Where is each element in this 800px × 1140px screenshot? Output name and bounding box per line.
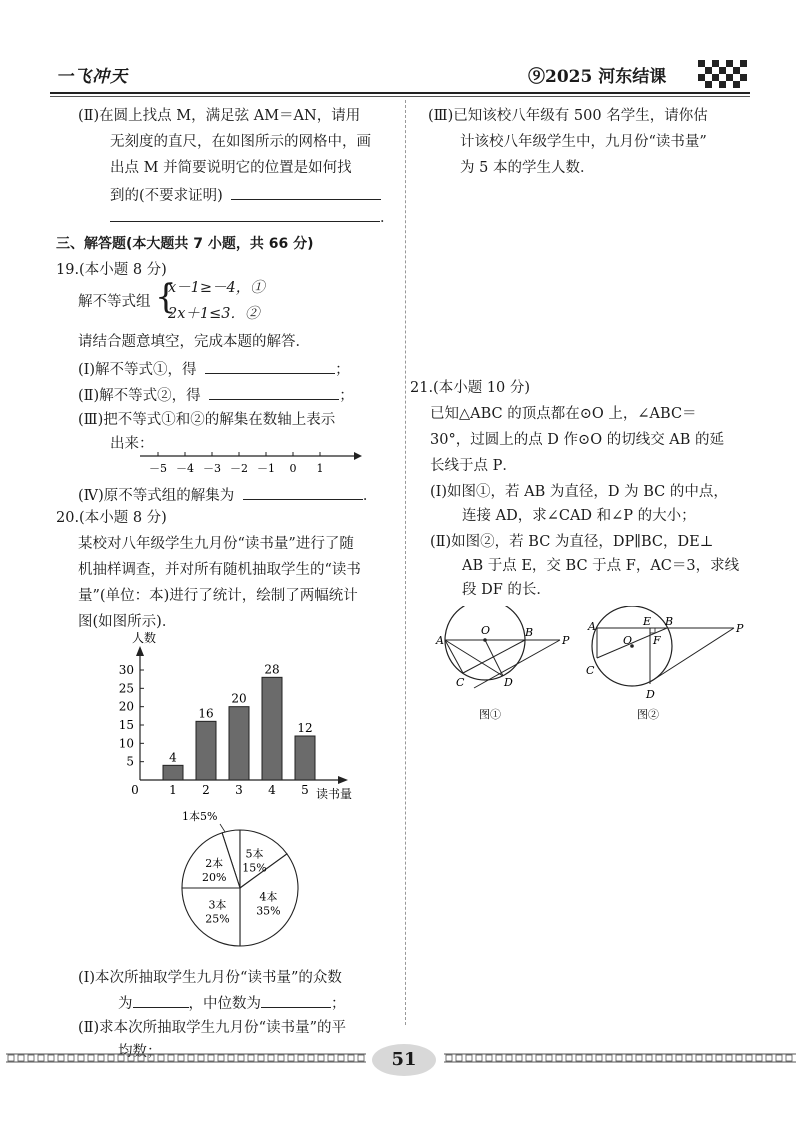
fig2-label-E: E (643, 615, 652, 628)
pie-slice-percent: 15% (242, 861, 267, 875)
checker-decoration (694, 58, 750, 88)
x-tick-label: 4 (268, 783, 276, 797)
q18-part2-line5 (110, 204, 395, 230)
q18-answer-blank-2[interactable] (110, 204, 380, 222)
q21-part1-line2: 连接 AD，求∠CAD 和∠P 的大小； (462, 508, 696, 524)
q21-title: 21.(本小题 10 分) (410, 380, 531, 396)
q18-part2-text4: 到的(不要求证明) (110, 188, 223, 204)
q19-part4-blank[interactable] (243, 482, 363, 500)
q19-part1 (78, 356, 350, 382)
origin-label: 0 (131, 783, 139, 797)
number-line-tick-label: 0 (289, 462, 297, 475)
q21-part2-line3: 段 DF 的长． (462, 582, 551, 598)
y-tick-label: 15 (118, 718, 134, 732)
pie-slice-label: 2本 (205, 857, 224, 871)
q18-part2-line1: (Ⅱ)在圆上找点 M，满足弦 AM＝AN，请用 (78, 108, 361, 124)
q19-part4-period: ． (362, 488, 378, 504)
pie-slice-percent: 20% (201, 871, 227, 885)
pie-slice-label: 4本 (259, 890, 278, 904)
q20-part3-line3: 为 5 本的学生人数． (460, 160, 595, 176)
y-tick-label: 20 (118, 699, 134, 714)
system-brace: { (155, 277, 177, 317)
q20-title: 20.(本小题 8 分) (56, 510, 167, 526)
fig1-line-AC (445, 640, 463, 673)
fig1-tangent-PD (474, 640, 560, 688)
x-tick-label: 2 (202, 783, 210, 797)
q20-part3-line1: (Ⅲ)已知该校八年级有 500 名学生，请你估 (428, 108, 708, 124)
q19-title: 19.(本小题 8 分) (56, 262, 167, 278)
q21-body-line3: 长线于点 P． (430, 458, 517, 474)
q19-part4 (78, 482, 377, 508)
bar-value-label: 16 (198, 706, 214, 721)
fig2-label-D: D (646, 688, 655, 701)
pie-slice-label: 3本 (208, 898, 227, 912)
page-number: 51 (372, 1044, 436, 1076)
q19-part4-text: (Ⅳ)原不等式组的解集为 (78, 488, 235, 504)
bar-chart (110, 628, 370, 808)
q20-body-line3: 量”(单位：本)进行了统计，绘制了两幅统计 (78, 588, 358, 604)
number-line-tick-label: －1 (257, 462, 275, 475)
q21-body-line2: 30°，过圆上的点 D 作⊙O 的切线交 AB 的延 (430, 432, 725, 448)
q21-part2-line2: AB 于点 E，交 BC 于点 F，AC＝3，求线 (462, 558, 740, 574)
q18-period: ． (380, 210, 395, 226)
q18-answer-blank-1[interactable] (231, 182, 381, 200)
y-tick-label: 5 (126, 754, 134, 769)
number-line-tick-label: －2 (230, 462, 248, 475)
q19-part3-line2: 出来： (110, 436, 154, 452)
fig2-label-O: O (623, 634, 633, 647)
q19-part3-line1: (Ⅲ)把不等式①和②的解集在数轴上表示 (78, 412, 336, 428)
q20-part3-line2: 计该校八年级学生中，九月份“读书量” (460, 134, 707, 150)
q20-part1-line1: (Ⅰ)本次所抽取学生九月份“读书量”的众数 (78, 970, 342, 986)
fig2-tangent-PD (650, 628, 734, 682)
q19-part1-semicolon: ； (335, 362, 350, 378)
q19-inequality-1: x－1≥－4，① (168, 280, 265, 296)
bar-value-label: 12 (297, 721, 313, 735)
q21-part2-line1: (Ⅱ)如图②，若 BC 为直径，DP∥BC，DE⊥ (430, 534, 714, 550)
q19-part2 (78, 382, 354, 408)
q20-part1-line2 (118, 990, 346, 1016)
bar (196, 721, 216, 780)
bar-value-label: 4 (169, 750, 177, 765)
fig1-label-C: C (456, 676, 465, 689)
header-rule-thin (50, 96, 750, 97)
q20-body-line4: 图(如图所示)． (78, 614, 177, 630)
number-line-tick-label: －5 (149, 462, 167, 475)
q21-part1-line1: (Ⅰ)如图①，若 AB 为直径，D 为 BC 的中点， (430, 484, 728, 500)
bar-chart-ylabel: 人数 (132, 631, 157, 645)
fig1-label-P: P (562, 634, 570, 647)
fig1-center-dot (483, 638, 487, 642)
q19-inequality-2: 2x＋1≤3．② (168, 306, 260, 322)
q20-part1-pre: 为 (118, 996, 133, 1012)
bar-value-label: 20 (231, 691, 247, 706)
section-title: 三、解答题(本大题共 7 小题，共 66 分) (56, 236, 314, 252)
y-tick-label: 10 (118, 736, 134, 751)
fig2-label-C: C (586, 664, 595, 677)
number-line-tick-label: －3 (203, 462, 221, 475)
q20-body-line1: 某校对八年级学生九月份“读书量”进行了随 (78, 536, 354, 552)
figure-1 (428, 606, 578, 726)
fig1-caption: 图① (479, 708, 501, 721)
q20-part2-line2: 均数； (118, 1044, 162, 1060)
bar-value-label: 28 (264, 662, 280, 677)
bar (229, 707, 249, 780)
fig2-right-angle (650, 628, 655, 633)
q19-part1-blank[interactable] (205, 356, 335, 374)
fig2-label-A: A (588, 620, 596, 633)
figure-2 (582, 606, 752, 726)
q19-part2-blank[interactable] (209, 382, 339, 400)
fig1-label-B: B (525, 626, 534, 639)
q19-part1-text: (Ⅰ)解不等式①，得 (78, 362, 197, 378)
fig2-label-F: F (653, 634, 661, 647)
q19-part2-semicolon: ； (339, 388, 354, 404)
pie-chart (160, 806, 320, 956)
number-line (140, 448, 370, 476)
brand-logo: 一飞冲天 (56, 67, 128, 87)
q20-body-line2: 机抽样调查，并对所有随机抽取学生的“读书 (78, 562, 361, 578)
q20-part1-mid: ，中位数为 (188, 996, 261, 1012)
x-tick-label: 1 (169, 783, 177, 797)
pie-slice-label: 5本 (245, 847, 264, 861)
fig2-label-P: P (736, 622, 744, 635)
number-line-tick-label: －4 (176, 462, 194, 475)
bar (163, 765, 183, 780)
q19-instruction: 请结合题意填空，完成本题的解答． (78, 334, 310, 350)
q21-body-line1: 已知△ABC 的顶点都在⊙O 上，∠ABC＝ (430, 406, 697, 422)
q20-mode-blank[interactable] (133, 990, 189, 1008)
fig2-caption: 图② (637, 708, 659, 721)
fig1-label-O: O (481, 624, 491, 637)
pie-callout-label: 1本5% (182, 810, 218, 823)
fig2-label-B: B (665, 615, 674, 628)
q19-intro: 解不等式组 (78, 294, 151, 310)
y-tick-label: 30 (118, 663, 134, 677)
q18-part2-line3: 出点 M 并简要说明它的位置是如何找 (110, 160, 352, 176)
bar (295, 736, 315, 780)
pie-slice-percent: 25% (205, 912, 230, 926)
fig1-label-A: A (436, 634, 444, 647)
bar-chart-xlabel: 读书量 (316, 787, 353, 801)
q20-median-blank[interactable] (261, 990, 331, 1008)
q20-part2-line1: (Ⅱ)求本次所抽取学生九月份“读书量”的平 (78, 1020, 346, 1036)
number-line-tick-label: 1 (316, 462, 324, 475)
fig1-circle (445, 606, 525, 680)
y-tick-label: 25 (118, 681, 134, 696)
bar (262, 677, 282, 780)
book-title: ⑨2025 河东结课 (528, 67, 667, 87)
q18-part2-line2: 无刻度的直尺，在如图所示的网格中，画 (110, 134, 371, 150)
fig1-label-D: D (504, 676, 513, 689)
q20-part1-end: ； (331, 996, 346, 1012)
q19-part2-text: (Ⅱ)解不等式②，得 (78, 388, 201, 404)
header-rule (50, 92, 750, 94)
pie-slice-percent: 35% (256, 904, 281, 918)
x-tick-label: 3 (235, 783, 243, 797)
x-tick-label: 5 (301, 783, 309, 797)
column-divider (405, 100, 406, 1025)
